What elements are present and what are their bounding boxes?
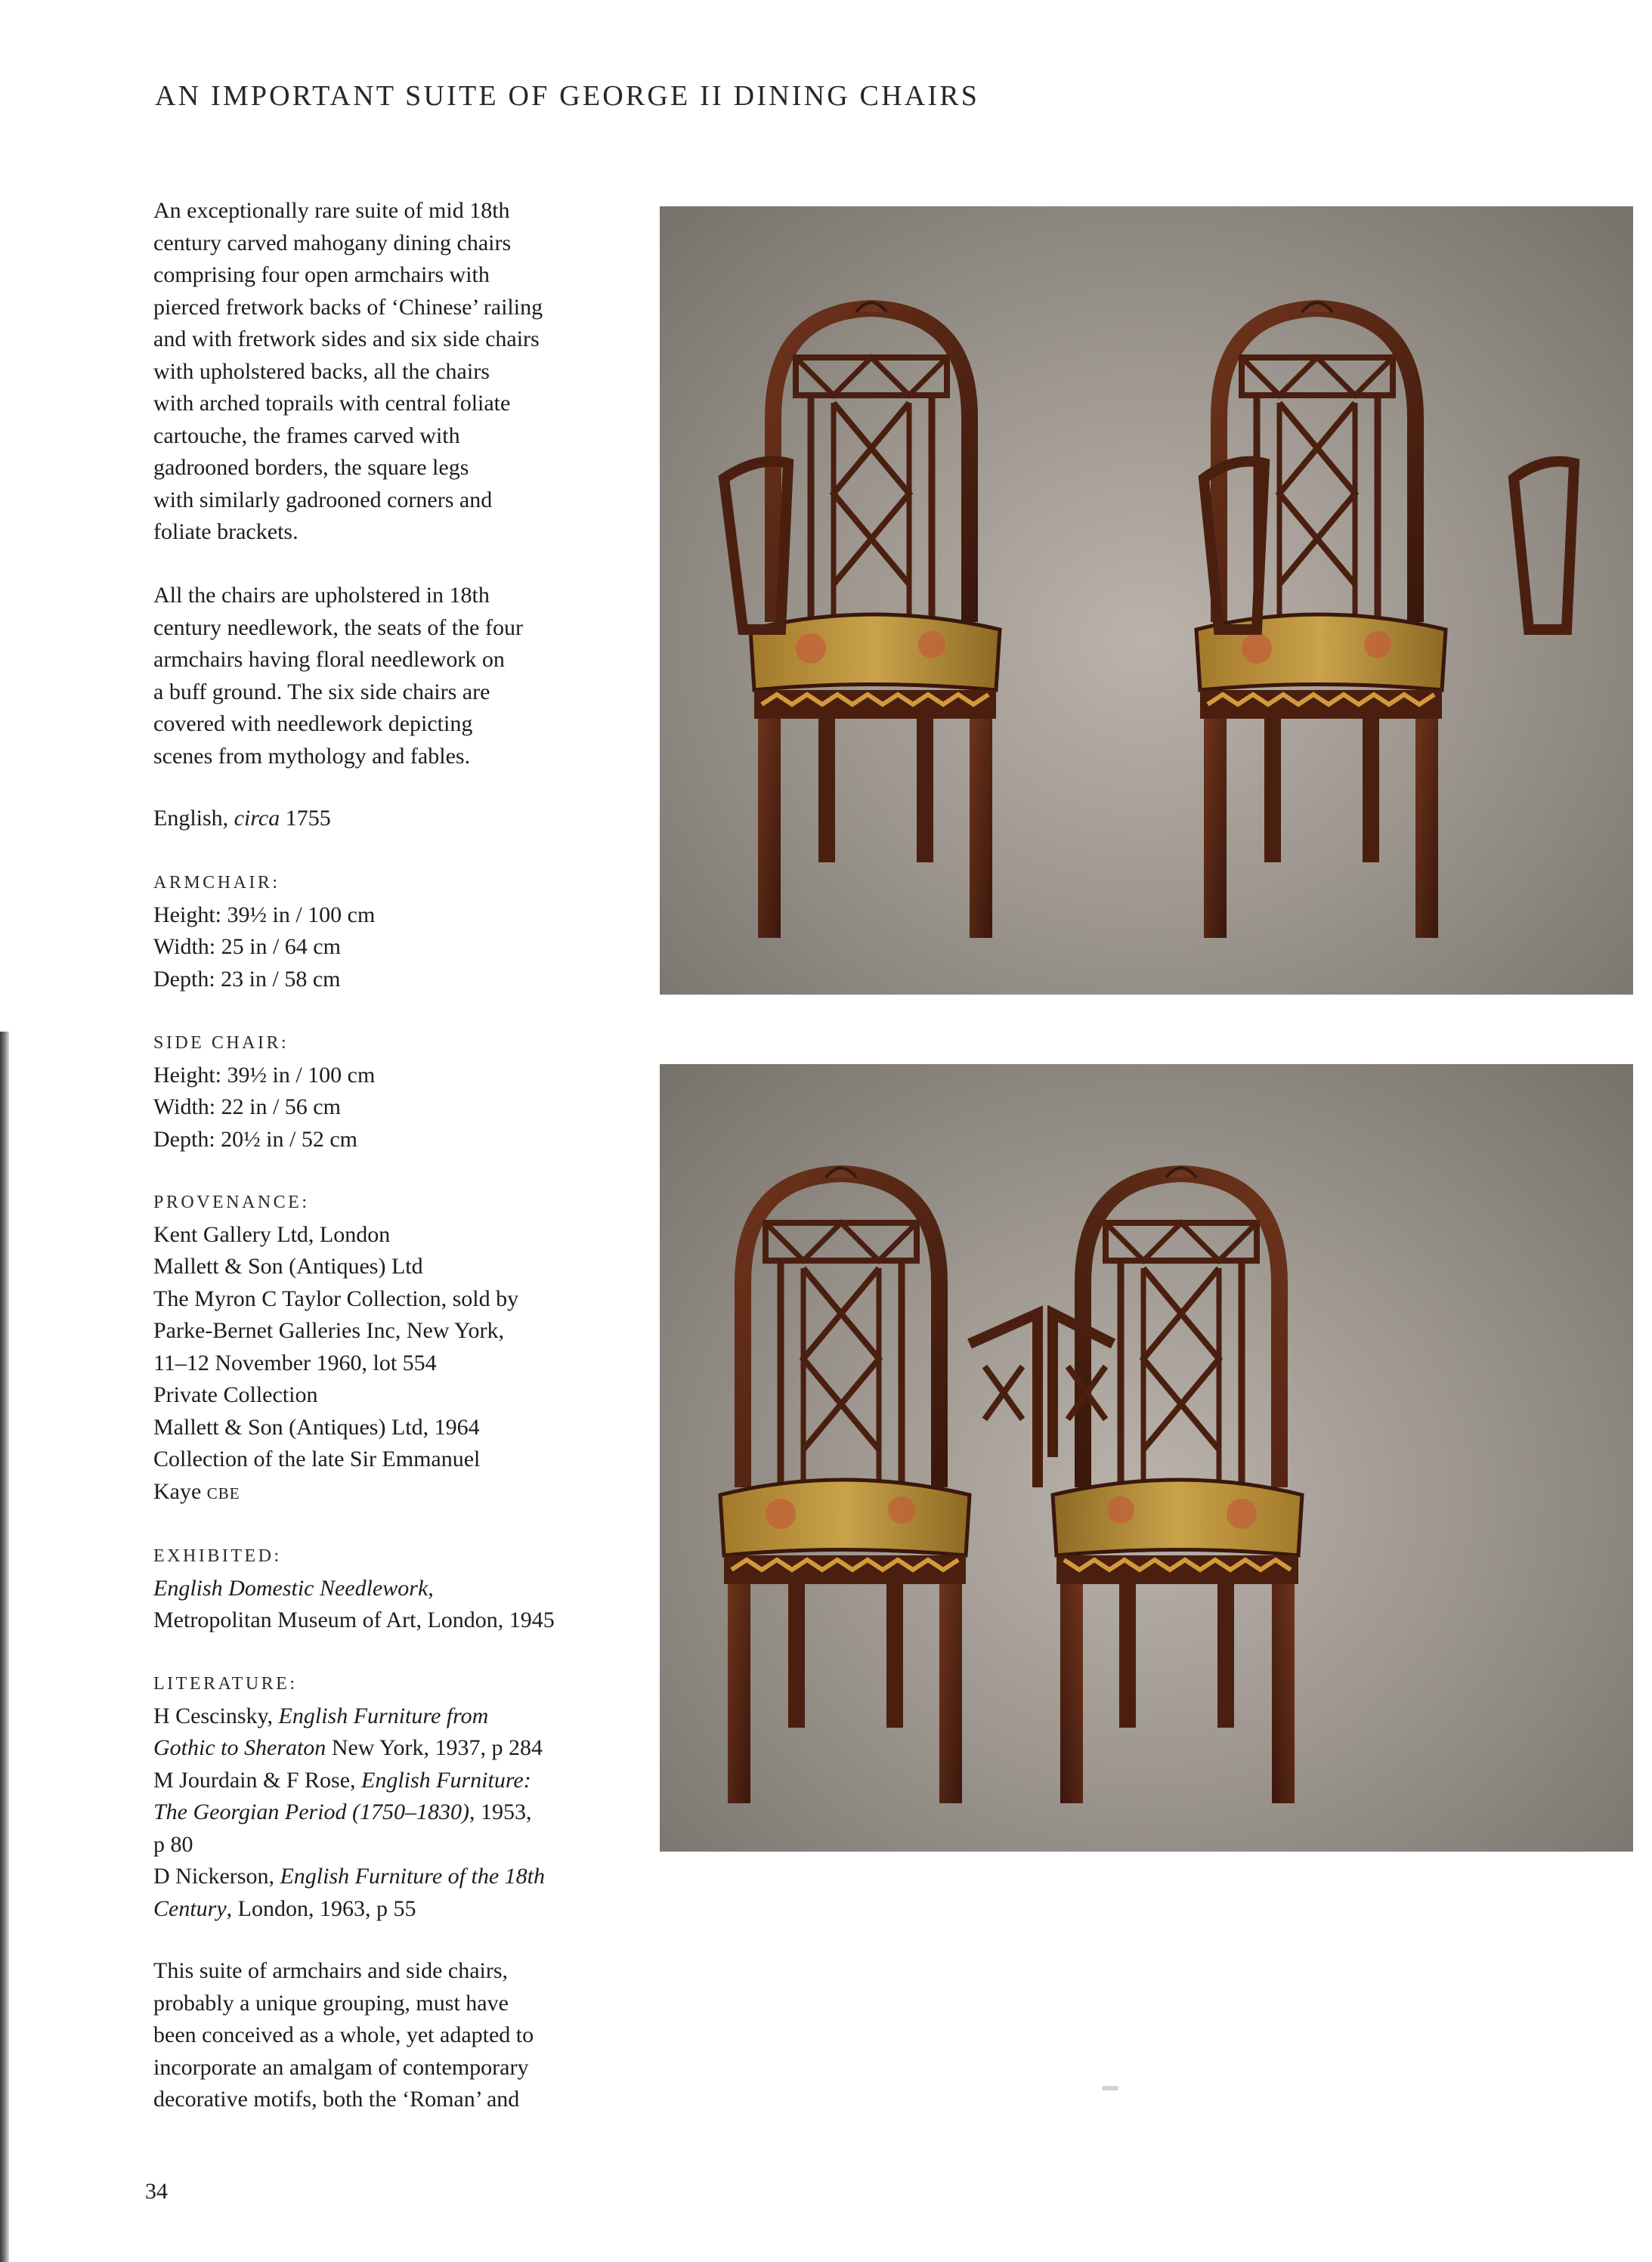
text-line: century needlework, the seats of the four xyxy=(153,614,523,640)
exhibited-venue: Metropolitan Museum of Art, London, 1945 xyxy=(153,1608,555,1632)
text-line: decorative motifs, both the ‘Roman’ and xyxy=(153,2087,520,2112)
text-line: century carved mahogany dining chairs xyxy=(153,230,512,255)
literature-line xyxy=(153,1700,637,1733)
provenance-line: Private Collection xyxy=(153,1382,318,1407)
page-title: AN IMPORTANT SUITE OF GEORGE II DINING CHAIRS xyxy=(155,80,980,112)
origin-year: 1755 xyxy=(280,806,331,831)
exhibited-label: EXHIBITED: xyxy=(153,1546,282,1566)
text-line: foliate brackets. xyxy=(153,519,299,544)
provenance-line: Mallett & Son (Antiques) Ltd xyxy=(153,1254,423,1279)
armchairs-photo-top xyxy=(660,206,1633,995)
literature-author: D Nickerson, xyxy=(153,1864,280,1889)
literature-author: M Jourdain & F Rose, xyxy=(153,1767,362,1793)
text-line: with similarly gadrooned corners and xyxy=(153,487,493,512)
armchair-depth: Depth: 23 in / 58 cm xyxy=(153,966,341,992)
side-chair-width: Width: 22 in / 56 cm xyxy=(153,1094,341,1119)
literature-detail: , London, 1963, p 55 xyxy=(226,1895,416,1921)
armchair-height: Height: 39½ in / 100 cm xyxy=(153,902,376,927)
provenance-line-last xyxy=(153,1476,637,1510)
text-line: An exceptionally rare suite of mid 18th xyxy=(153,198,510,223)
literature-detail: , 1953, xyxy=(469,1799,532,1824)
text-line: gadrooned borders, the square legs xyxy=(153,455,469,480)
armchair-label: ARMCHAIR: xyxy=(153,873,280,893)
literature-title: Gothic to Sheraton xyxy=(153,1735,326,1760)
text-line: scenes from mythology and fables. xyxy=(153,743,471,769)
text-line: cartouche, the frames carved with xyxy=(153,422,460,448)
text-line: All the chairs are upholstered in 18th xyxy=(153,583,490,608)
side-chair-depth: Depth: 20½ in / 52 cm xyxy=(153,1126,357,1152)
text-line: a buff ground. The six side chairs are xyxy=(153,679,490,704)
text-line: comprising four open armchairs with xyxy=(153,262,490,287)
provenance-line: Mallett & Son (Antiques) Ltd, 1964 xyxy=(153,1414,480,1440)
literature-label: LITERATURE: xyxy=(153,1674,298,1694)
provenance-line: 11–12 November 1960, lot 554 xyxy=(153,1350,437,1375)
literature-detail: New York, 1937, p 284 xyxy=(326,1735,543,1760)
literature-title: English Furniture: xyxy=(361,1767,531,1793)
provenance-line: Collection of the late Sir Emmanuel xyxy=(153,1447,481,1471)
armchair-dimensions xyxy=(153,867,637,995)
origin-line xyxy=(153,803,637,835)
text-line: with upholstered backs, all the chairs xyxy=(153,358,490,384)
scan-edge xyxy=(0,1032,9,2262)
text-line: pierced fretwork backs of ‘Chinese’ railing xyxy=(153,294,543,320)
provenance-honour: CBE xyxy=(206,1484,240,1502)
side-chair-height: Height: 39½ in / 100 cm xyxy=(153,1062,376,1088)
exhibited-section xyxy=(153,1540,637,1637)
origin-circa: circa xyxy=(234,806,280,831)
description-paragraph-2 xyxy=(153,580,637,772)
exhibited-title: English Domestic Needlework, xyxy=(153,1575,434,1601)
literature-author: H Cescinsky, xyxy=(153,1703,279,1728)
literature-title: The Georgian Period (1750–1830) xyxy=(153,1799,470,1824)
text-line: covered with needlework depicting xyxy=(153,711,473,736)
provenance-line: Parke-Bernet Galleries Inc, New York, xyxy=(153,1318,505,1343)
literature-title: Century xyxy=(153,1895,227,1921)
scan-mark xyxy=(1102,2086,1118,2090)
provenance-line: Kent Gallery Ltd, London xyxy=(153,1221,391,1247)
literature-title: English Furniture from xyxy=(278,1703,489,1728)
armchairs-photo-bottom xyxy=(660,1064,1633,1852)
literature-line xyxy=(153,1796,637,1829)
text-line: armchairs having floral needlework on xyxy=(153,647,505,672)
literature-line xyxy=(153,1765,637,1797)
text-line: with arched toprails with central foliate xyxy=(153,391,511,416)
provenance-line: The Myron C Taylor Collection, sold by xyxy=(153,1286,519,1311)
text-line: incorporate an amalgam of contemporary xyxy=(153,2054,529,2080)
literature-section xyxy=(153,1668,637,1925)
literature-line xyxy=(153,1861,637,1893)
armchair-width: Width: 25 in / 64 cm xyxy=(153,934,341,959)
armchair-pair-illustration xyxy=(660,1064,1633,1852)
page-number: 34 xyxy=(145,2179,168,2204)
literature-line xyxy=(153,1732,637,1765)
provenance-name: Kaye xyxy=(153,1478,207,1504)
description-paragraph-1 xyxy=(153,195,637,549)
provenance-section xyxy=(153,1187,637,1509)
literature-line xyxy=(153,1893,637,1926)
literature-line: p 80 xyxy=(153,1831,193,1857)
text-line: and with fretwork sides and six side chairs xyxy=(153,326,540,351)
literature-title: English Furniture of the 18th xyxy=(280,1864,546,1889)
text-line: This suite of armchairs and side chairs, xyxy=(153,1958,509,1983)
armchair-pair-illustration xyxy=(660,206,1633,995)
side-chair-label: SIDE CHAIR: xyxy=(153,1033,289,1053)
side-chair-dimensions xyxy=(153,1027,637,1156)
closing-paragraph xyxy=(153,1955,637,2116)
provenance-label: PROVENANCE: xyxy=(153,1193,310,1212)
text-line: probably a unique grouping, must have xyxy=(153,1990,509,2016)
origin-prefix: English, xyxy=(153,806,234,831)
text-line: been conceived as a whole, yet adapted to xyxy=(153,2022,534,2047)
